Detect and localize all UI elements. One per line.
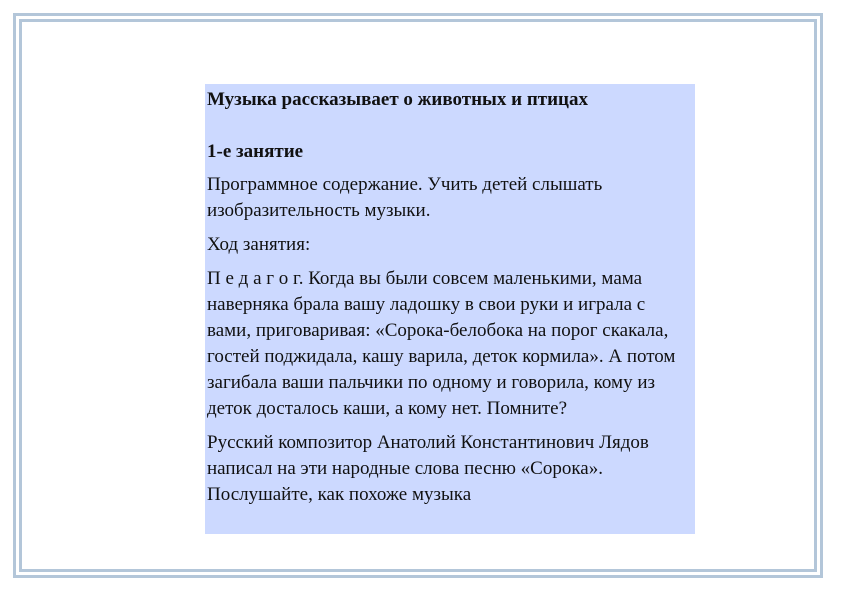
- text-block: [205, 84, 695, 534]
- paragraph-composer: Русский композитор Анатолий Константинович Лядов написал на эти народные слова песню «Сорока». Послушайте, как похоже музыка: [207, 432, 649, 505]
- paragraph-lesson-course: Ход занятия:: [207, 234, 311, 255]
- lesson-heading: 1-е занятие: [207, 141, 304, 162]
- paragraph-teacher-speech: П е д а г о г. Когда вы были совсем маленькими, мама наверняка брала вашу ладошку в свои руки и играла с вами, приговаривая: «Сорока-белобока на порог скакала, гостей поджидала, кашу варила, деток кормила». А потом загибала ваши пальчики по одному и говорила, кому из деток досталось каши, а кому нет. Помните?: [207, 268, 676, 419]
- paragraph-program-content: Программное содержание. Учить детей слышать изобразительность музыки.: [207, 174, 603, 221]
- slide-title: Музыка рассказывает о животных и птицах: [207, 89, 588, 110]
